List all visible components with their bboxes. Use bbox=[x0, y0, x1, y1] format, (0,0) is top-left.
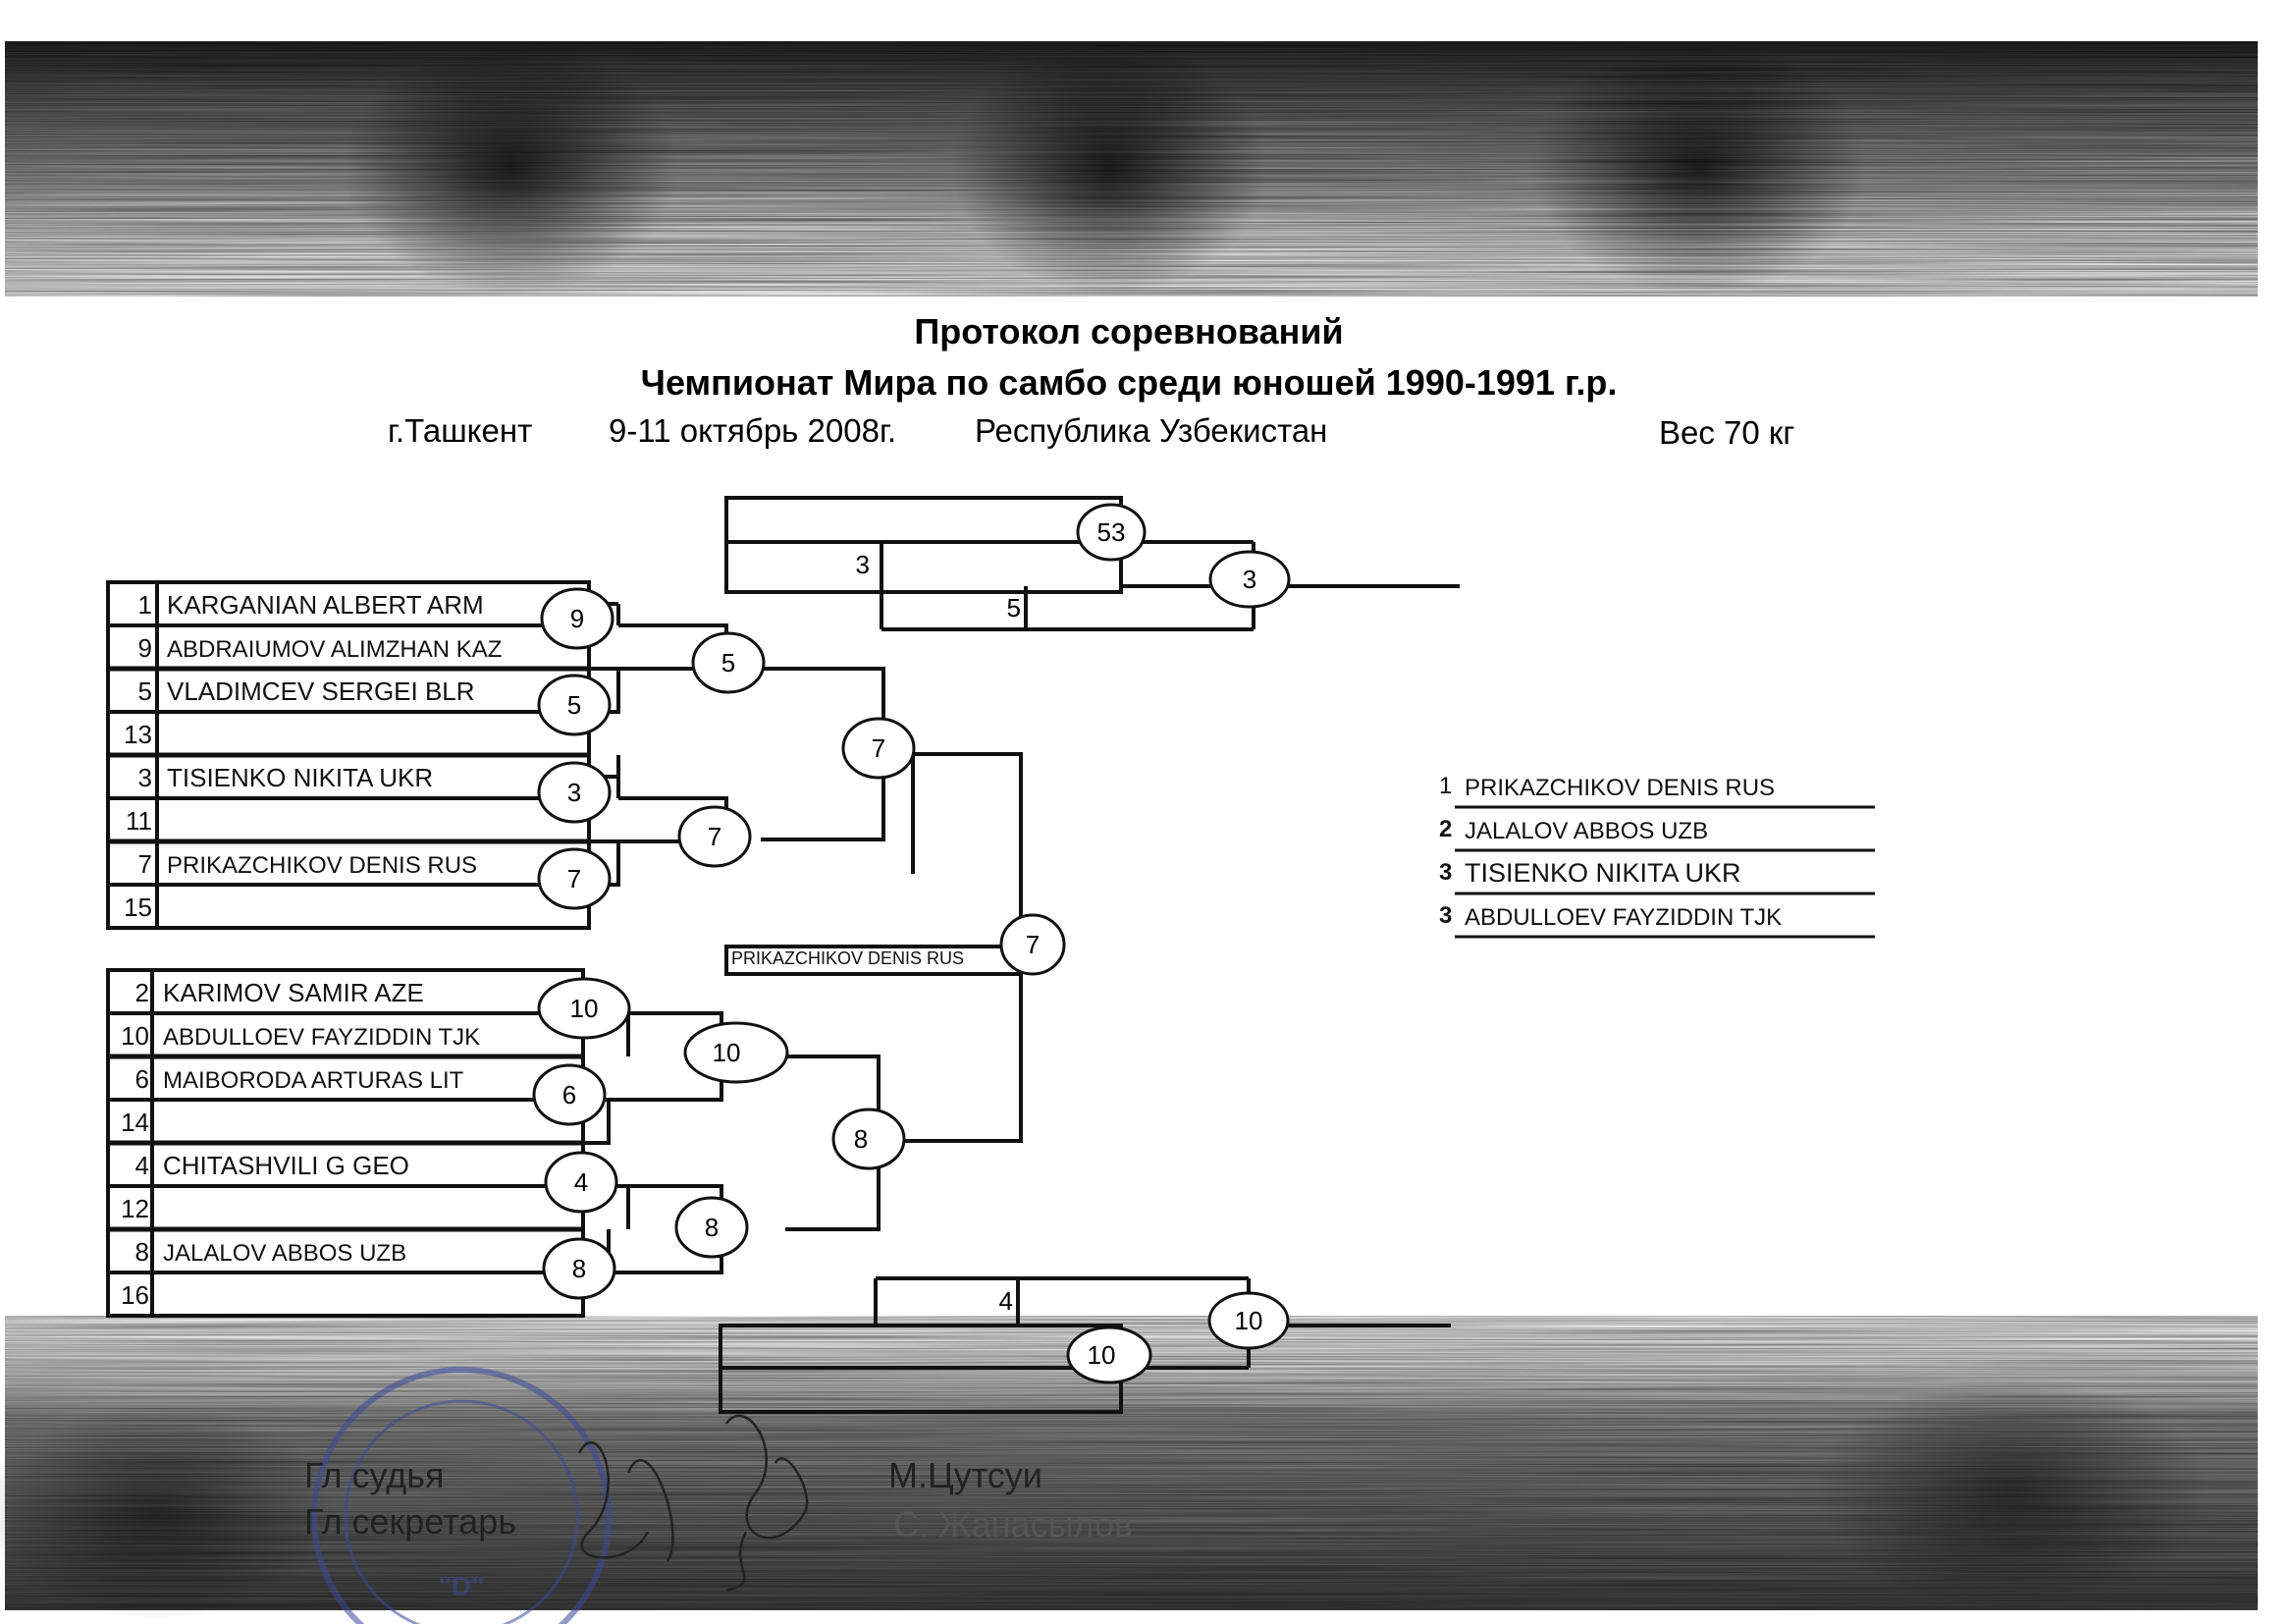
seed-number: 11 bbox=[126, 806, 152, 836]
repechage-value: 4 bbox=[998, 1286, 1013, 1316]
stamp-letter: "D" bbox=[438, 1571, 485, 1601]
competitor-name: PRIKAZCHIKOV DENIS RUS bbox=[167, 852, 478, 879]
bout-winner bbox=[685, 1023, 787, 1082]
svg-text:10: 10 bbox=[1087, 1340, 1116, 1370]
svg-text:53: 53 bbox=[1096, 517, 1126, 547]
repechage-value: 3 bbox=[855, 550, 870, 579]
repechage-winner bbox=[1078, 505, 1145, 560]
final-winner bbox=[1001, 915, 1064, 974]
competitor-name: KARIMOV SAMIR AZE bbox=[163, 978, 424, 1007]
competitor-name: TISIENKO NIKITA UKR bbox=[167, 763, 434, 792]
svg-text:5: 5 bbox=[721, 648, 736, 677]
champion-name: PRIKAZCHIKOV DENIS RUS bbox=[731, 948, 965, 968]
chief-judge-label: Гл судья bbox=[304, 1455, 445, 1495]
seed-number: 14 bbox=[121, 1108, 149, 1137]
result-place: 3 bbox=[1439, 859, 1453, 886]
result-name: PRIKAZCHIKOV DENIS RUS bbox=[1465, 775, 1776, 801]
svg-text:7: 7 bbox=[871, 733, 886, 763]
svg-text:7: 7 bbox=[1025, 930, 1041, 959]
repechage-winner bbox=[1210, 552, 1289, 607]
seed-number: 9 bbox=[137, 633, 152, 663]
svg-text:10: 10 bbox=[1234, 1306, 1263, 1335]
svg-text:7: 7 bbox=[566, 864, 582, 893]
seed-number: 1 bbox=[137, 590, 152, 620]
competitor-name: ABDULLOEV FAYZIDDIN TJK bbox=[163, 1024, 481, 1051]
seed-number: 2 bbox=[134, 978, 149, 1007]
bout-winner bbox=[539, 763, 610, 822]
svg-text:6: 6 bbox=[561, 1080, 577, 1110]
svg-text:8: 8 bbox=[571, 1254, 587, 1283]
chief-judge-name: М.Цутсуи bbox=[888, 1455, 1042, 1495]
svg-text:10: 10 bbox=[569, 994, 599, 1023]
seed-number: 3 bbox=[137, 763, 152, 792]
bout-winners bbox=[534, 505, 1289, 1382]
bout-winner bbox=[534, 1065, 605, 1124]
bout-winner bbox=[546, 1153, 616, 1212]
seed-number: 15 bbox=[124, 893, 152, 922]
result-place: 1 bbox=[1439, 773, 1453, 799]
result-name: JALALOV ABBOS UZB bbox=[1465, 818, 1709, 844]
bout-winner bbox=[539, 979, 629, 1038]
svg-text:9: 9 bbox=[569, 604, 585, 633]
bout-winner bbox=[544, 1239, 614, 1298]
competitor-name: ABDRAIUMOV ALIMZHAN KAZ bbox=[167, 636, 503, 663]
repechage-winner bbox=[1209, 1293, 1288, 1348]
svg-text:4: 4 bbox=[573, 1167, 589, 1197]
championship-title: Чемпионат Мира по самбо среди юношей 1990-1991 г.р. bbox=[640, 362, 1618, 403]
seed-number: 8 bbox=[134, 1237, 149, 1267]
repechage-value: 5 bbox=[1006, 593, 1021, 623]
bout-winner bbox=[679, 807, 750, 866]
bout-winner bbox=[693, 633, 764, 692]
competitor-name: VLADIMCEV SERGEI BLR bbox=[167, 677, 475, 706]
country: Республика Узбекистан bbox=[975, 412, 1328, 449]
result-name: ABDULLOEV FAYZIDDIN TJK bbox=[1465, 904, 1783, 931]
weight-category: Вес 70 кг bbox=[1659, 414, 1795, 451]
bout-winner bbox=[843, 719, 914, 778]
seed-number: 13 bbox=[124, 720, 152, 749]
dates: 9-11 октябрь 2008г. bbox=[609, 412, 897, 449]
bout-winner bbox=[539, 849, 610, 908]
svg-text:3: 3 bbox=[566, 778, 582, 807]
bout-winner bbox=[833, 1110, 904, 1168]
document-title: Протокол соревнований bbox=[914, 311, 1344, 352]
chief-secretary-name: С. Жанасылов bbox=[893, 1504, 1134, 1544]
bout-winner bbox=[542, 589, 613, 648]
scan-noise-top bbox=[5, 39, 2258, 297]
seed-number: 10 bbox=[121, 1021, 149, 1051]
result-place: 3 bbox=[1439, 902, 1453, 929]
result-name: TISIENKO NIKITA UKR bbox=[1465, 858, 1741, 888]
competitor-name: JALALOV ABBOS UZB bbox=[163, 1240, 407, 1267]
svg-text:7: 7 bbox=[707, 822, 722, 851]
competitor-name: MAIBORODA ARTURAS LIT bbox=[163, 1067, 464, 1094]
results-list bbox=[1439, 773, 1875, 937]
seed-number: 12 bbox=[121, 1194, 149, 1223]
seed-number: 16 bbox=[121, 1280, 149, 1310]
competitor-name: CHITASHVILI G GEO bbox=[163, 1151, 409, 1180]
competitor-name: KARGANIAN ALBERT ARM bbox=[167, 590, 484, 620]
bout-winner bbox=[539, 676, 610, 734]
seed-number: 6 bbox=[134, 1064, 149, 1094]
bout-winner bbox=[676, 1198, 747, 1257]
city: г.Ташкент bbox=[388, 412, 533, 449]
svg-text:5: 5 bbox=[566, 690, 582, 720]
result-place: 2 bbox=[1439, 816, 1453, 842]
seed-number: 7 bbox=[137, 849, 152, 879]
seed-number: 4 bbox=[134, 1151, 149, 1180]
svg-text:3: 3 bbox=[1242, 565, 1257, 594]
seed-number: 5 bbox=[137, 677, 152, 706]
chief-secretary-label: Гл секретарь bbox=[304, 1501, 516, 1542]
svg-text:8: 8 bbox=[853, 1124, 869, 1154]
repechage-winner bbox=[1068, 1327, 1150, 1382]
svg-text:10: 10 bbox=[712, 1038, 741, 1067]
svg-text:8: 8 bbox=[704, 1213, 720, 1242]
header bbox=[388, 311, 1794, 451]
